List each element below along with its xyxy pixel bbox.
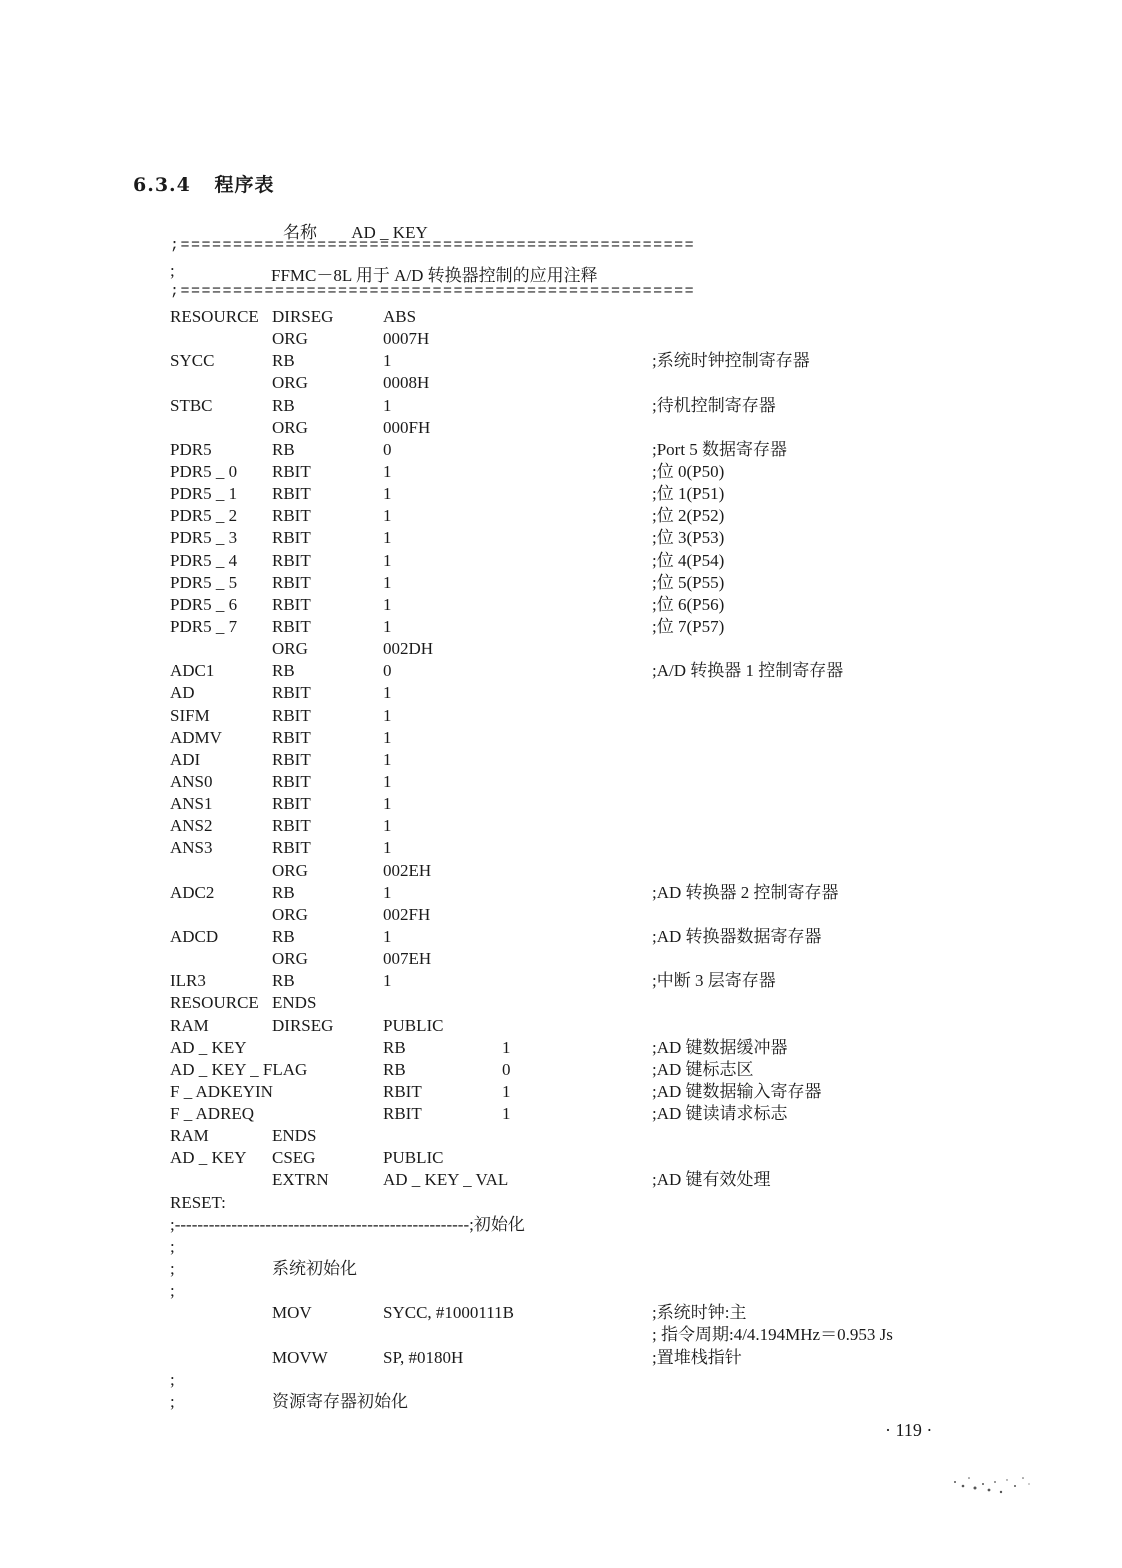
code-mnemonic: RBIT [272, 594, 311, 614]
code-line [170, 860, 970, 882]
code-operand: 1 [383, 794, 392, 814]
code-mnemonic: ENDS [272, 1126, 317, 1146]
code-label: RESOURCE [170, 993, 259, 1013]
code-listing [170, 306, 970, 1413]
code-label: PDR5 _ 4 [170, 550, 238, 570]
code-line [170, 1059, 970, 1081]
code-line [170, 1192, 970, 1214]
code-line [170, 992, 970, 1014]
code-label: ANS2 [170, 816, 213, 836]
code-line [170, 306, 970, 328]
code-operand: AD _ KEY _ VAL [383, 1170, 509, 1190]
code-label: ; [170, 1259, 175, 1279]
section-number: 6.3.4 [133, 174, 191, 196]
code-mnemonic: ORG [272, 417, 308, 437]
code-label: PDR5 _ 5 [170, 572, 238, 592]
code-line [170, 439, 970, 461]
code-label: ADI [170, 749, 201, 769]
separator-rule-bottom: ;================================================= [170, 284, 696, 300]
code-label: ANS3 [170, 838, 213, 858]
code-size: 1 [502, 1037, 511, 1057]
code-operand: 1 [383, 727, 392, 747]
code-operand: SP, #0180H [383, 1347, 464, 1367]
code-line [170, 705, 970, 727]
code-line [170, 1236, 970, 1258]
code-comment: ;位 5(P55) [652, 572, 725, 592]
code-label: RAM [170, 1015, 209, 1035]
code-label: ILR3 [170, 971, 206, 991]
code-size: 1 [502, 1081, 511, 1101]
code-operand: 0008H [383, 373, 430, 393]
code-line [170, 1258, 970, 1280]
code-line [170, 461, 970, 483]
code-comment: ;位 4(P54) [652, 550, 725, 570]
code-mnemonic: ORG [272, 639, 308, 659]
application-note-line [170, 261, 598, 285]
code-comment: ;系统时钟控制寄存器 [652, 351, 810, 371]
code-mnemonic: MOVW [272, 1347, 328, 1367]
code-comment: ; 指令周期:4/4.194MHz＝0.953 Js [652, 1325, 893, 1345]
code-operand: 002EH [383, 860, 432, 880]
code-comment: ;AD 键数据缓冲器 [652, 1037, 788, 1057]
code-line [170, 815, 970, 837]
code-mnemonic: ORG [272, 373, 308, 393]
code-label: AD _ KEY [170, 1148, 247, 1168]
code-line [170, 1103, 970, 1125]
code-line [170, 1280, 970, 1302]
section-title: 程序表 [214, 174, 275, 196]
code-operand: 1 [383, 351, 392, 371]
code-mnemonic: RBIT [272, 727, 311, 747]
code-comment: ;置堆栈指针 [652, 1347, 742, 1367]
code-label: ADC2 [170, 882, 215, 902]
code-comment: ;AD 键有效处理 [652, 1170, 771, 1190]
code-label: SIFM [170, 705, 210, 725]
code-mnemonic: DIRSEG [272, 1015, 334, 1035]
code-label: ; [170, 1236, 175, 1256]
code-line [170, 904, 970, 926]
code-mnemonic: RBIT [272, 816, 311, 836]
program-name-value: AD _ KEY [351, 223, 428, 242]
code-label: F _ ADKEYIN [170, 1081, 273, 1101]
code-size: 1 [502, 1104, 511, 1124]
code-line [170, 793, 970, 815]
code-label: STBC [170, 395, 213, 415]
code-operand: 1 [383, 683, 392, 703]
code-operand: 002DH [383, 639, 434, 659]
code-operand: 0 [383, 439, 392, 459]
code-line [170, 417, 970, 439]
code-operand: RB [383, 1037, 406, 1057]
code-mnemonic: CSEG [272, 1148, 316, 1168]
page-number: · 119 · [885, 1420, 933, 1440]
code-comment: ;Port 5 数据寄存器 [652, 439, 788, 459]
code-label: RAM [170, 1126, 209, 1146]
code-mnemonic: RBIT [272, 771, 311, 791]
code-operand: 0 [383, 661, 392, 681]
code-mnemonic: RBIT [272, 616, 311, 636]
code-mnemonic: ENDS [272, 993, 317, 1013]
code-operand: 1 [383, 771, 392, 791]
code-line [170, 1169, 970, 1191]
code-label: ;----------------------------------------------------;初始化 [170, 1214, 525, 1234]
code-line [170, 1324, 970, 1346]
code-mnemonic: RB [272, 439, 295, 459]
code-line [170, 1391, 970, 1413]
code-line [170, 1037, 970, 1059]
code-comment: ;AD 转换器数据寄存器 [652, 926, 822, 946]
code-mnemonic: RBIT [272, 550, 311, 570]
code-label: ADC1 [170, 661, 215, 681]
code-operand: 1 [383, 594, 392, 614]
code-operand: RBIT [383, 1081, 422, 1101]
code-mnemonic: RBIT [272, 461, 311, 481]
code-comment: ;AD 键标志区 [652, 1059, 754, 1079]
code-line [170, 1125, 970, 1147]
code-label: ; [170, 1391, 175, 1411]
code-comment: ;系统时钟:主 [652, 1303, 747, 1323]
code-line [170, 1214, 970, 1236]
code-mnemonic: RB [272, 882, 295, 902]
code-line [170, 395, 970, 417]
code-line [170, 505, 970, 527]
code-operand: 1 [383, 838, 392, 858]
code-operand: 1 [383, 572, 392, 592]
code-operand: 1 [383, 550, 392, 570]
code-label: RESET: [170, 1192, 226, 1212]
code-line [170, 727, 970, 749]
code-mnemonic: RB [272, 926, 295, 946]
code-mnemonic: RBIT [272, 794, 311, 814]
code-mnemonic: RBIT [272, 506, 311, 526]
code-comment: ;中断 3 层寄存器 [652, 971, 776, 991]
scan-smudge [945, 1470, 1035, 1500]
code-label: F _ ADREQ [170, 1104, 255, 1124]
code-comment: ;位 0(P50) [652, 461, 725, 481]
code-line [170, 350, 970, 372]
code-operand: 1 [383, 528, 392, 548]
code-line [170, 328, 970, 350]
code-mnemonic: EXTRN [272, 1170, 329, 1190]
code-operand: 1 [383, 749, 392, 769]
code-line [170, 1147, 970, 1169]
code-label: ; [170, 1281, 175, 1301]
code-operand: 0007H [383, 329, 430, 349]
code-mnemonic: RBIT [272, 705, 311, 725]
code-label: PDR5 _ 2 [170, 506, 238, 526]
code-line [170, 771, 970, 793]
code-label: ANS1 [170, 794, 213, 814]
code-operand: 1 [383, 882, 392, 902]
code-operand: 002FH [383, 904, 431, 924]
note-text: FFMC－8L 用于 A/D 转换器控制的应用注释 [271, 266, 598, 285]
code-line [170, 1369, 970, 1391]
code-size: 0 [502, 1059, 511, 1079]
code-operand: ABS [383, 307, 417, 326]
code-line [170, 660, 970, 682]
code-operand: RBIT [383, 1104, 422, 1124]
separator-rule-top: ;================================================= [170, 238, 696, 254]
code-operand: 1 [383, 506, 392, 526]
code-comment: ;位 2(P52) [652, 506, 725, 526]
code-mnemonic: RB [272, 395, 295, 415]
code-mnemonic: RBIT [272, 838, 311, 858]
code-mnemonic: ORG [272, 329, 308, 349]
code-comment: ;AD 键数据输入寄存器 [652, 1081, 822, 1101]
code-operand: 1 [383, 461, 392, 481]
note-comment-marker: ; [170, 261, 175, 280]
code-line [170, 970, 970, 992]
code-line [170, 948, 970, 970]
code-comment: ;待机控制寄存器 [652, 395, 776, 415]
code-operand: 1 [383, 616, 392, 636]
code-mnemonic: DIRSEG [272, 307, 334, 326]
code-label: PDR5 _ 1 [170, 484, 238, 504]
code-operand: 000FH [383, 417, 431, 437]
code-mnemonic: ORG [272, 860, 308, 880]
code-label: RESOURCE [170, 307, 259, 326]
code-operand: PUBLIC [383, 1148, 444, 1168]
code-label: AD [170, 683, 195, 703]
code-line [170, 616, 970, 638]
program-name-label: 名称 [283, 223, 317, 242]
code-line [170, 572, 970, 594]
code-comment: ;位 7(P57) [652, 616, 725, 636]
code-line [170, 926, 970, 948]
code-mnemonic: 资源寄存器初始化 [272, 1391, 408, 1411]
code-mnemonic: RB [272, 971, 295, 991]
code-line [170, 372, 970, 394]
code-mnemonic: 系统初始化 [272, 1259, 357, 1279]
section-heading [133, 170, 275, 197]
code-label: SYCC [170, 351, 215, 371]
code-label: PDR5 [170, 439, 212, 459]
code-line [170, 1015, 970, 1037]
code-comment: ;AD 键读请求标志 [652, 1104, 788, 1124]
code-mnemonic: ORG [272, 949, 308, 969]
code-mnemonic: ORG [272, 904, 308, 924]
code-label: ADMV [170, 727, 222, 747]
code-label: PDR5 _ 3 [170, 528, 238, 548]
code-comment: ;A/D 转换器 1 控制寄存器 [652, 661, 844, 681]
code-mnemonic: RBIT [272, 572, 311, 592]
code-comment: ;位 6(P56) [652, 594, 725, 614]
code-line [170, 682, 970, 704]
code-line [170, 527, 970, 549]
code-line [170, 638, 970, 660]
code-comment: ;位 3(P53) [652, 528, 725, 548]
code-line [170, 1347, 970, 1369]
code-label: PDR5 _ 7 [170, 616, 238, 636]
code-label: PDR5 _ 0 [170, 461, 238, 481]
code-operand: 1 [383, 926, 392, 946]
code-line [170, 483, 970, 505]
code-label: ; [170, 1369, 175, 1389]
code-comment: ;AD 转换器 2 控制寄存器 [652, 882, 839, 902]
code-operand: 1 [383, 705, 392, 725]
code-operand: 007EH [383, 949, 432, 969]
code-operand: PUBLIC [383, 1015, 444, 1035]
code-mnemonic: RB [272, 351, 295, 371]
code-line [170, 837, 970, 859]
code-line [170, 594, 970, 616]
code-label: AD _ KEY [170, 1037, 247, 1057]
code-line [170, 882, 970, 904]
code-label: ANS0 [170, 771, 213, 791]
code-line [170, 1081, 970, 1103]
code-operand: SYCC, #1000111B [383, 1303, 514, 1323]
code-operand: 1 [383, 971, 392, 991]
code-operand: 1 [383, 816, 392, 836]
code-operand: 1 [383, 484, 392, 504]
code-label: PDR5 _ 6 [170, 594, 238, 614]
code-label: AD _ KEY _ FLAG [170, 1059, 308, 1079]
code-mnemonic: MOV [272, 1303, 312, 1323]
code-line [170, 550, 970, 572]
code-mnemonic: RB [272, 661, 295, 681]
code-line [170, 749, 970, 771]
code-label: ADCD [170, 926, 219, 946]
code-mnemonic: RBIT [272, 683, 311, 703]
code-comment: ;位 1(P51) [652, 484, 725, 504]
code-mnemonic: RBIT [272, 484, 311, 504]
code-line [170, 1302, 970, 1324]
code-operand: RB [383, 1059, 406, 1079]
code-mnemonic: RBIT [272, 528, 311, 548]
code-mnemonic: RBIT [272, 749, 311, 769]
code-operand: 1 [383, 395, 392, 415]
